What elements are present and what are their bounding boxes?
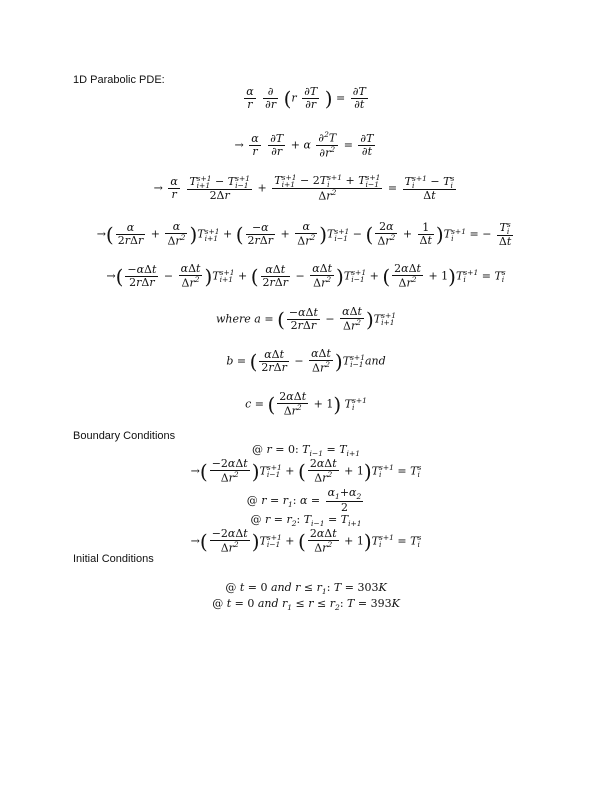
boundary-heading: Boundary Conditions [73, 430, 176, 442]
boundary-3: @ $r = r_1$: α = $\frac{\alpha_1+\alpha_2}{2}$ [246, 486, 362, 515]
boundary-4: @ $r = r_2$: $T_{i-1} = T_{i+1}$ [250, 513, 362, 529]
equation-1: $\frac{\alpha}{r}$ $\frac{\partial}{\partial r}$ (r $\frac{\partial T}{\partial r}$ ) = $\frac{\partial T}{\partial t}$ [246, 85, 366, 112]
equation-5: →( $\frac{\text{−αΔt}}{\text{2rΔr}}$ − $\frac{\text{αΔt}}{\Delta r^2}$ )T s+1 i+1 + ( $\frac{\text{αΔt}}{\text{2rΔr}}$ − $\frac{\text{αΔt}}{\Delta r^2}$ )T s+1 i−1 + ( $\frac{\text{2αΔt}}{\Delta r^2}$ + 1)T s+1 i = T s i [106, 262, 506, 290]
initial-1: @ t = 0 and $r \le r_1$: T = 303K [225, 581, 387, 597]
pde-heading: 1D Parabolic PDE: [73, 74, 165, 86]
boundary-2: →( $\frac{\text{−2αΔt}}{\Delta r^2}$ )T s+1 i−1 + ( $\frac{\text{2αΔt}}{\Delta r^2}$ + 1)T s+1 i = T s i [190, 457, 422, 485]
initial-heading: Initial Conditions [73, 553, 154, 565]
equation-2: → $\frac{\alpha}{r}$ $\frac{\partial T}{\partial r}$ + α $\frac{\partial^2T}{\partial r^2}$ = $\frac{\partial T}{\partial t}$ [234, 130, 374, 160]
equation-4: →( $\frac{\alpha}{\text{2rΔr}}$ + $\frac{\alpha}{\Delta r^2}$ )T s+1 i+1 + ( $\frac{-\alpha}{\text{2rΔr}}$ + $\frac{\alpha}{\Delta r^2}$ )T s+1 i−1 − ( $\frac{2\alpha}{\Delta r^2}$ + $\frac{1}{\Delta t}$ )T s+1 i = − T s i Δt [96, 220, 512, 249]
equation-6: where a = ( $\frac{\text{−αΔt}}{\text{2rΔr}}$ − $\frac{\text{αΔt}}{\Delta r^2}$ )T s+1 i+1 [216, 305, 396, 333]
equation-3: → $\frac{\alpha}{r}$ T s+1 i+1 − T s+1 i−1 2Δr + T s+1 i+1 − 2T s+1 i + T s+1 i−1 $\Delta r^2$ = T s+1 i − T s i Δt [153, 173, 455, 203]
initial-2: @ t = 0 and $r_1 \le r \le r_2$: T = 393K [212, 597, 400, 613]
boundary-1: @ r = 0: $T_{i-1} = T_{i+1}$ [251, 443, 361, 459]
equation-7: b = ( $\frac{\text{αΔt}}{\text{2rΔr}}$ − $\frac{\text{αΔt}}{\Delta r^2}$ )T s+1 i−1 and [226, 347, 386, 375]
equation-8: c = ( $\frac{\text{2αΔt}}{\Delta r^2}$ + 1) T s+1 i [245, 390, 367, 418]
boundary-5: →( $\frac{\text{−2αΔt}}{\Delta r^2}$ )T s+1 i−1 + ( $\frac{\text{2αΔt}}{\Delta r^2}$ + 1)T s+1 i = T s i [190, 527, 422, 555]
